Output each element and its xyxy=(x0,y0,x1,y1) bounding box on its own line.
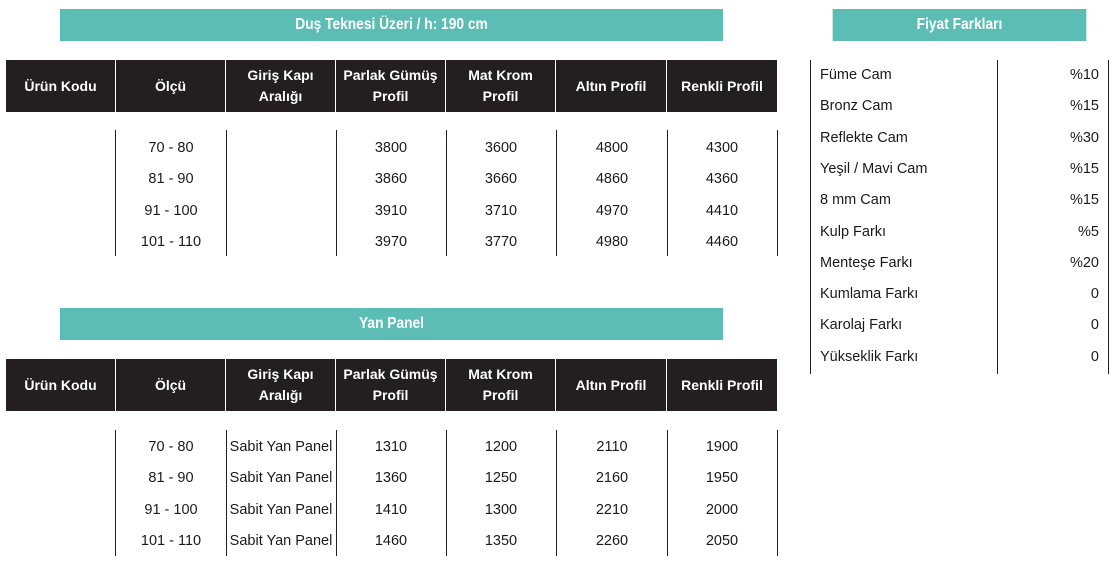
table1-cell: 3710 xyxy=(484,202,518,219)
table2-header-row xyxy=(6,359,777,411)
table2-cell: 1300 xyxy=(484,501,518,518)
fiyat-divider-right xyxy=(1108,60,1109,374)
table2-cell: 1350 xyxy=(484,532,518,549)
table1-cell: 4800 xyxy=(595,140,629,156)
table1-header-altin: Altın Profil xyxy=(556,60,667,112)
fiyat-label: Füme Cam xyxy=(820,67,892,83)
fiyat-row xyxy=(812,248,1107,279)
table2-header-altin: Altın Profil xyxy=(556,359,667,411)
table2-cell: 2110 xyxy=(596,439,628,455)
fiyat-divider-left xyxy=(810,60,811,374)
table1-cell: 3660 xyxy=(484,171,518,188)
table1-cell: 70 - 80 xyxy=(148,140,194,156)
table1-cell: 4460 xyxy=(705,233,739,250)
table2-cell xyxy=(6,531,116,551)
table2-cell: 2000 xyxy=(705,501,739,518)
fiyat-label: Bronz Cam xyxy=(820,98,893,115)
table1-header-parlak-gumus: Parlak Gümüş Profil xyxy=(336,60,446,112)
fiyat-title-banner xyxy=(833,9,1087,41)
table1-header-giris-kapi: Giriş Kapı Aralığı xyxy=(226,60,336,112)
table1-cell: 4980 xyxy=(595,233,629,250)
table1-header-renkli: Renkli Profil xyxy=(681,77,763,94)
table1-cell: 4860 xyxy=(595,171,629,188)
table1-cell: 101 - 110 xyxy=(140,233,202,250)
table2-cell: 70 - 80 xyxy=(148,439,194,455)
table1-title: Duş Teknesi Üzeri / h: 190 cm xyxy=(295,16,488,33)
table1-cell: 91 - 100 xyxy=(144,202,198,219)
table2-cell: 1310 xyxy=(374,439,408,455)
table1-cell: 3770 xyxy=(484,233,518,250)
table2-cell: 2050 xyxy=(705,532,739,549)
fiyat-value: 0 xyxy=(1090,317,1099,334)
fiyat-value: %15 xyxy=(1069,192,1099,209)
fiyat-label: Kumlama Farkı xyxy=(820,286,919,303)
fiyat-value: %20 xyxy=(1069,254,1099,271)
table2-cell: 1460 xyxy=(374,532,408,549)
table2-header-olcu: Ölçü xyxy=(116,359,226,411)
table2-title-banner xyxy=(60,308,723,340)
fiyat-label: Kulp Farkı xyxy=(820,223,887,240)
table1-cell: 3800 xyxy=(374,140,408,156)
table1-cell: 81 - 90 xyxy=(148,171,194,188)
table2-header-giris-kapi: Giriş Kapı Aralığı xyxy=(226,359,336,411)
fiyat-label: 8 mm Cam xyxy=(820,192,891,209)
fiyat-value: 0 xyxy=(1090,286,1099,303)
table2-header-parlak-gumus: Parlak Gümüş Profil xyxy=(336,359,446,411)
table2-cell xyxy=(6,437,116,457)
fiyat-row xyxy=(812,279,1107,310)
table2-divider xyxy=(777,430,778,556)
fiyat-value: %5 xyxy=(1078,223,1099,240)
table2-cell: 101 - 110 xyxy=(140,532,202,549)
table1-cell xyxy=(6,169,116,189)
table2-cell: 2160 xyxy=(595,470,629,487)
table2-cell: Sabit Yan Panel xyxy=(229,501,333,518)
table1-cell: 4360 xyxy=(705,171,739,188)
table1-cell: 3970 xyxy=(374,233,408,250)
table1-header-row xyxy=(6,60,777,112)
table1-header-olcu: Ölçü xyxy=(116,60,226,112)
fiyat-value: %15 xyxy=(1069,160,1099,177)
table2-cell: 2210 xyxy=(595,501,629,518)
fiyat-label: Yeşil / Mavi Cam xyxy=(820,160,928,177)
table2-cell: 1200 xyxy=(484,439,518,455)
fiyat-row xyxy=(812,91,1107,122)
table1-cell xyxy=(226,169,336,189)
fiyat-label: Reflekte Cam xyxy=(820,129,908,146)
table1-header-urun-kodu: Ürün Kodu xyxy=(6,60,116,112)
table1-title-banner xyxy=(60,9,723,41)
fiyat-row xyxy=(812,185,1107,216)
table1-cell: 3860 xyxy=(374,171,408,188)
fiyat-title: Fiyat Farkları xyxy=(916,16,1003,33)
table1-cell xyxy=(226,201,336,221)
table2-cell: Sabit Yan Panel xyxy=(229,532,333,549)
table1-cell xyxy=(6,232,116,252)
table1-cell xyxy=(6,138,116,158)
table2-cell xyxy=(6,468,116,488)
table2-cell xyxy=(6,500,116,520)
table1-cell: 4410 xyxy=(705,202,739,219)
table2-cell: 1250 xyxy=(484,470,518,487)
table1-cell: 4300 xyxy=(705,140,739,156)
table2-header-renkli: Renkli Profil xyxy=(681,376,763,393)
fiyat-row xyxy=(812,217,1107,248)
table2-cell: Sabit Yan Panel xyxy=(229,470,333,487)
table1-cell: 4970 xyxy=(595,202,629,219)
table1-header-mat-krom: Mat Krom Profil xyxy=(446,60,556,112)
fiyat-label: Yükseklik Farkı xyxy=(820,348,919,365)
fiyat-row xyxy=(812,60,1107,91)
table1-divider xyxy=(777,130,778,256)
table1-cell: 3910 xyxy=(374,202,408,219)
table1-cell xyxy=(226,138,336,158)
table2-cell: 1900 xyxy=(705,439,739,455)
fiyat-row xyxy=(812,342,1107,373)
fiyat-value: %15 xyxy=(1069,98,1099,115)
table2-cell: 91 - 100 xyxy=(144,501,198,518)
table2-cell: 1410 xyxy=(374,501,408,518)
table2-cell: 1950 xyxy=(705,470,739,487)
fiyat-row xyxy=(812,123,1107,154)
table2-cell: 1360 xyxy=(374,470,408,487)
fiyat-row xyxy=(812,310,1107,341)
fiyat-value: 0 xyxy=(1090,348,1099,365)
fiyat-label: Menteşe Farkı xyxy=(820,254,913,271)
table2-header-mat-krom: Mat Krom Profil xyxy=(446,359,556,411)
fiyat-row xyxy=(812,154,1107,185)
table2-title: Yan Panel xyxy=(358,315,425,332)
fiyat-value: %10 xyxy=(1069,67,1099,83)
table2-cell: Sabit Yan Panel xyxy=(229,439,333,455)
fiyat-value: %30 xyxy=(1069,129,1099,146)
fiyat-label: Karolaj Farkı xyxy=(820,317,903,334)
table2-cell: 81 - 90 xyxy=(148,470,194,487)
table1-cell xyxy=(6,201,116,221)
table1-cell xyxy=(226,232,336,252)
table2-header-urun-kodu: Ürün Kodu xyxy=(6,359,116,411)
table2-cell: 2260 xyxy=(595,532,629,549)
table1-cell: 3600 xyxy=(484,140,518,156)
